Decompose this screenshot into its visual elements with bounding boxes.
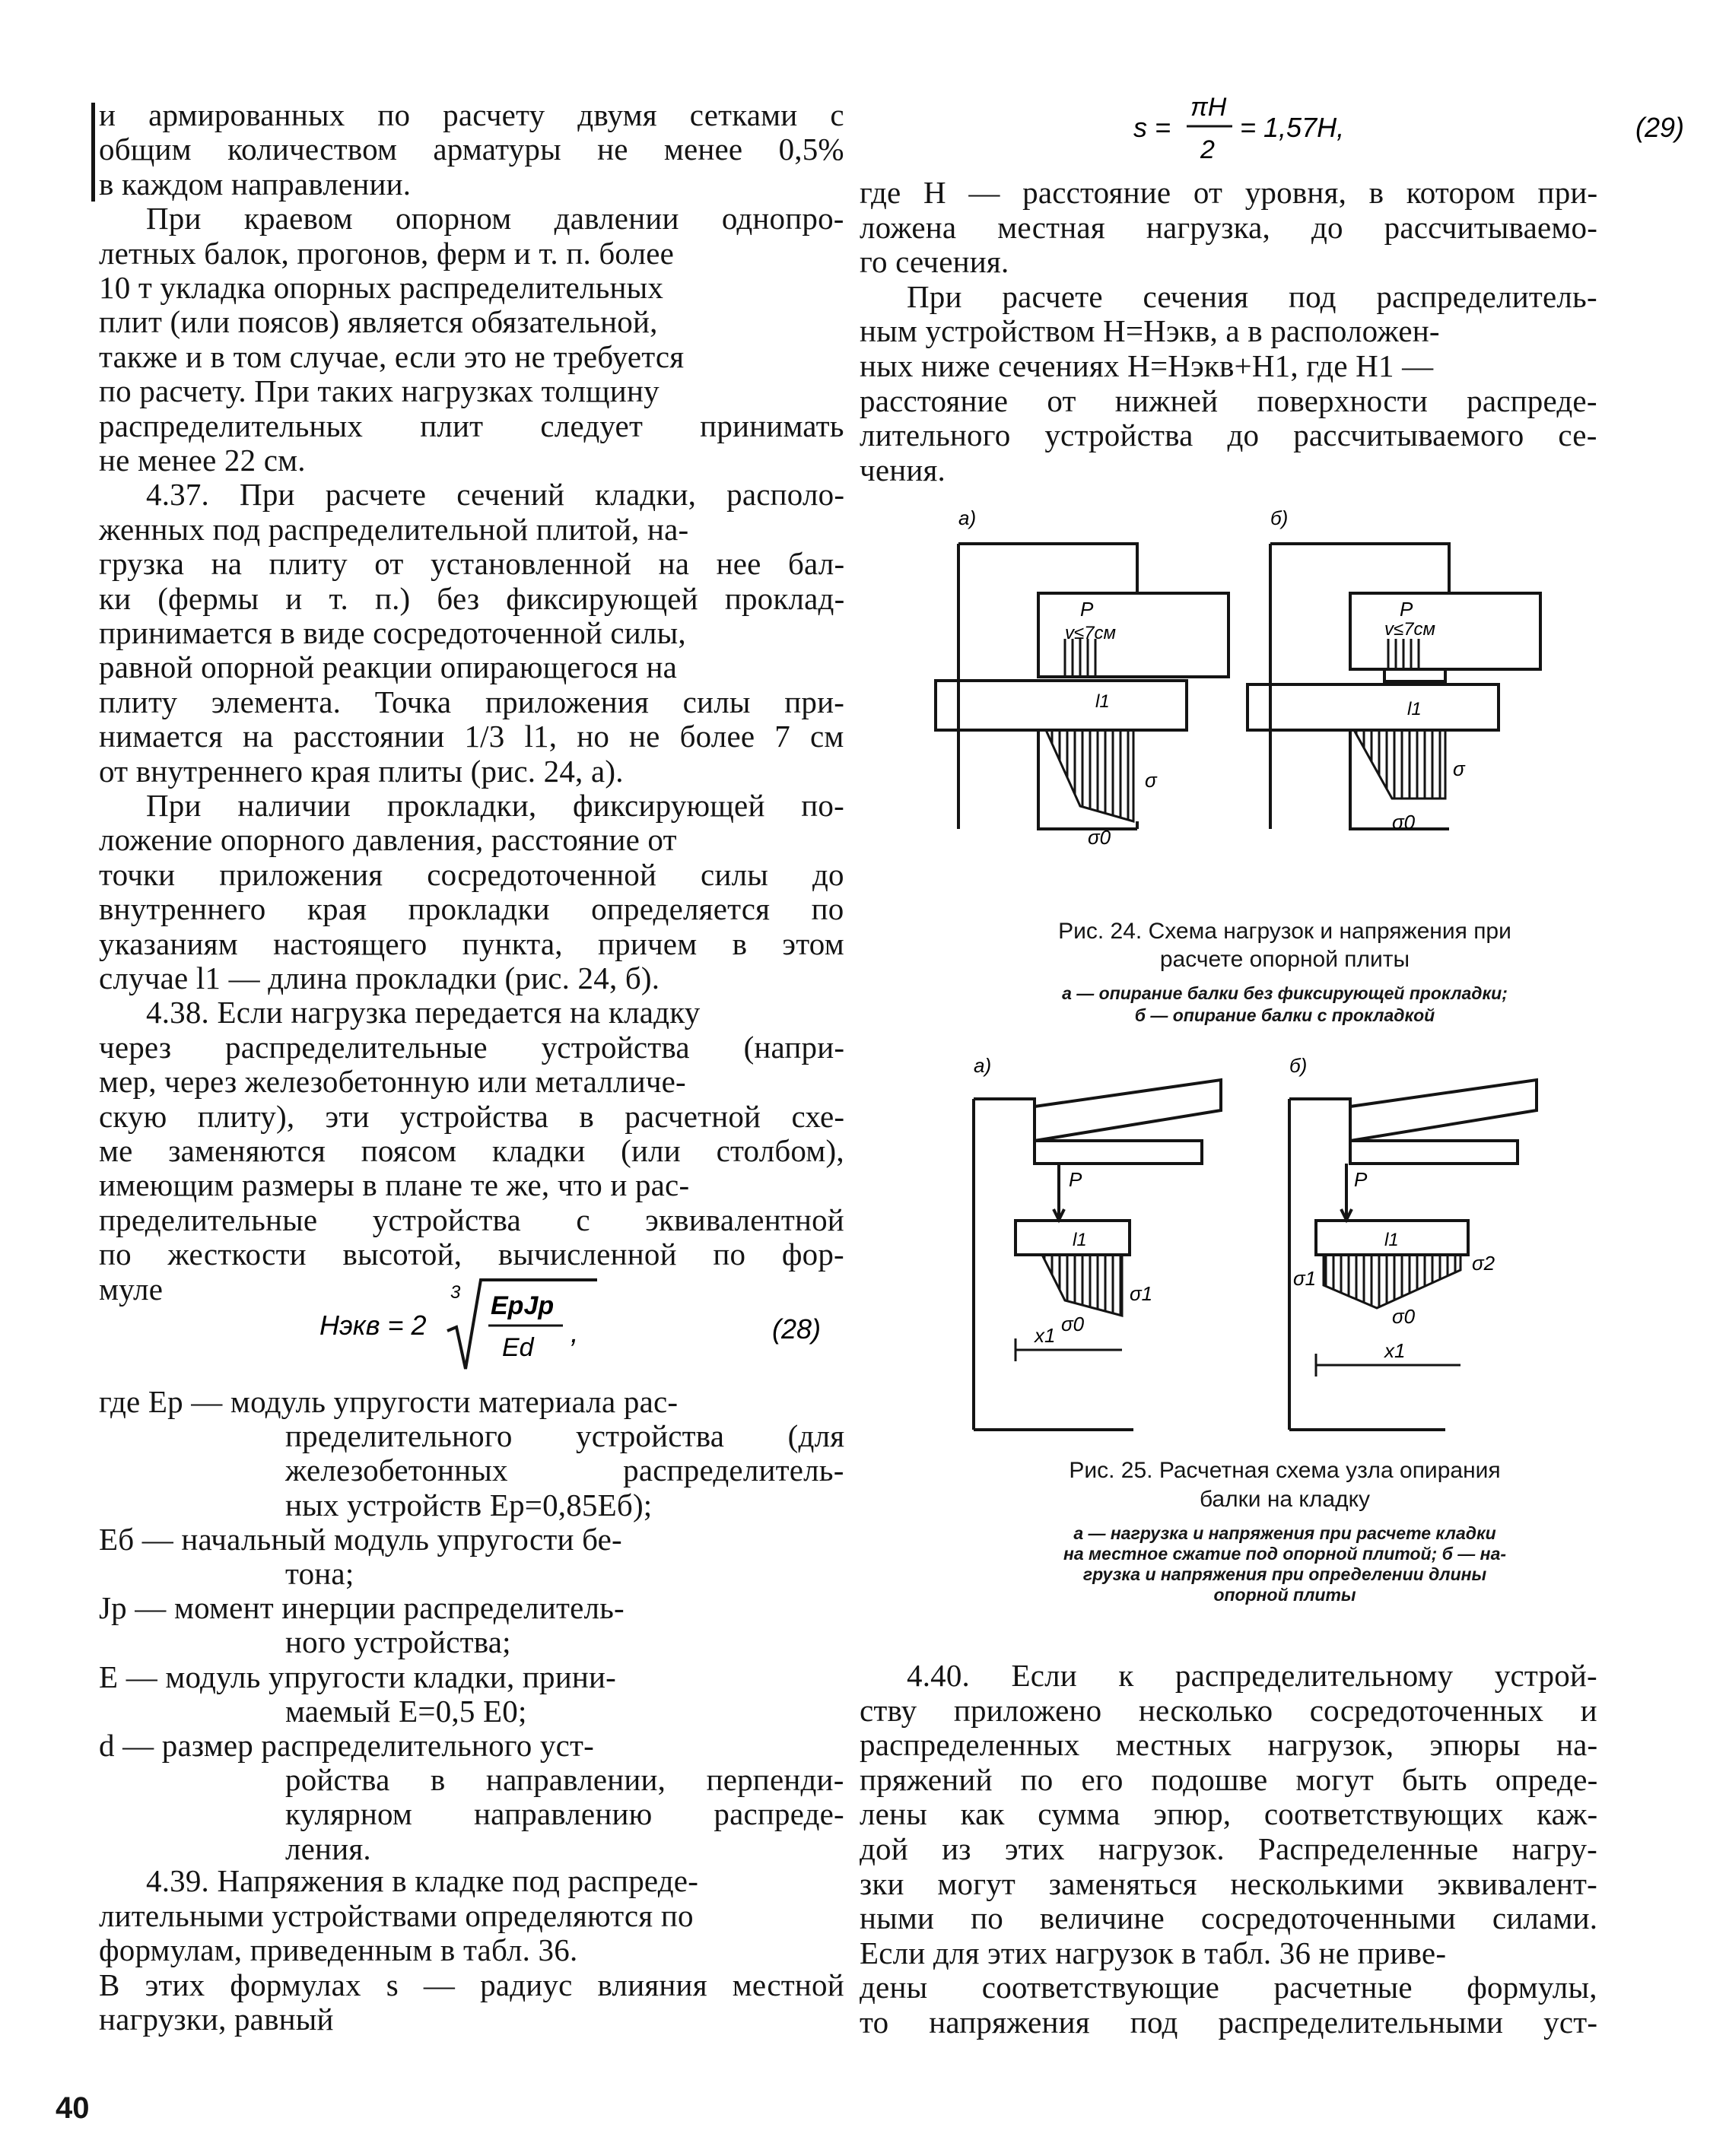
left-bottom-line: 4.39. Напряжения в кладке под распреде-: [146, 1863, 699, 1898]
fig24b-p: P: [1400, 598, 1413, 621]
left-lines-line: пределительные устройства с эквивалентной: [99, 1202, 844, 1237]
left-bottom-line: В этих формулах s — радиус влияния местной: [99, 1967, 844, 2002]
where-items-line: ного устройства;: [285, 1624, 511, 1660]
where-items-line: ления.: [285, 1831, 371, 1866]
right-top-line: При расчете сечения под распределитель-: [907, 278, 1597, 314]
fig25a-l1: l1: [1073, 1230, 1087, 1250]
right-bottom-line: 4.40. Если к распределительному устрой-: [907, 1658, 1597, 1693]
left-lines-line: скую плиту), эти устройства в расчетной схе-: [99, 1098, 845, 1134]
where-items-line: Jр — момент инерции распределитель-: [99, 1590, 625, 1626]
figure-25: [860, 1057, 1710, 1468]
left-lines-line: ме заменяются поясом кладки (или столбом),: [99, 1133, 844, 1168]
where-items-line: d — размер распределительного уст-: [99, 1728, 594, 1763]
fig25-caption-2: балки на кладку: [1199, 1487, 1371, 1512]
fig25b-sigma1: σ1: [1293, 1267, 1317, 1290]
left-lines-line: от внутреннего края плиты (рис. 24, а).: [99, 753, 624, 789]
left-bottom-line: формулам, приведенным в табл. 36.: [99, 1932, 578, 1968]
formula-29-svg: [1133, 91, 1710, 175]
right-top-line: где H — расстояние от уровня, в котором при-: [860, 175, 1598, 210]
fig25-caption-1: Рис. 25. Расчетная схема узла опирания: [1069, 1458, 1501, 1483]
right-bottom-line: ными по величине сосредоточенными силами.: [860, 1900, 1598, 1936]
fig25b-p: P: [1354, 1168, 1368, 1191]
figure-24: [860, 494, 1710, 920]
fig25b-beam-top: [1350, 1080, 1537, 1141]
where-items-line: тона;: [285, 1556, 354, 1591]
right-top-line: ложена местная нагрузка, до рассчитываемо-: [860, 209, 1598, 245]
left-lines-line: муле: [99, 1271, 164, 1307]
right-top-line: го сечения.: [860, 244, 1009, 280]
left-lines-line: распределительных плит следует принимать: [99, 408, 844, 443]
formula-28-lhs: Hэкв = 2: [319, 1310, 427, 1341]
left-lines-line: указаниям настоящего пункта, причем в этом: [99, 926, 844, 961]
fig25-sub-2: на местное сжатие под опорной плитой; б — на-: [1063, 1544, 1507, 1564]
fig24a-sigma0: σ0: [1088, 826, 1111, 849]
fig25b-sigma2: σ2: [1472, 1252, 1495, 1275]
left-lines-line: летных балок, прогонов, ферм и т. п. более: [99, 235, 675, 271]
left-lines-line: 4.37. При расчете сечений кладки, располо-: [146, 477, 845, 513]
fig24-sub-2: б — опирание балки с прокладкой: [1134, 1005, 1435, 1025]
left-lines-line: 10 т укладка опорных распределительных: [99, 270, 664, 305]
fig25b-l1: l1: [1384, 1230, 1399, 1250]
right-bottom-line: распределенных местных нагрузок, эпюры на-: [860, 1727, 1598, 1763]
left-lines-line: по жесткости высотой, вычисленной по фор-: [99, 1237, 844, 1272]
fig25a-beam-bottom: [1035, 1141, 1202, 1164]
fig24a-l1: l1: [1095, 691, 1110, 712]
where-items-line: железобетонных распределитель-: [285, 1453, 844, 1488]
left-lines-line: плит (или поясов) является обязательной,: [99, 304, 658, 340]
right-bottom-line: Если для этих нагрузок в табл. 36 не приве-: [860, 1935, 1447, 1970]
right-top-line: лительного устройства до рассчитываемого се-: [860, 418, 1597, 453]
left-lines-line: грузка на плиту от установленной на нее бал-: [99, 546, 845, 582]
formula-29-s: s =: [1133, 112, 1171, 143]
fig24a-plate: [936, 681, 1187, 730]
formula-29-number: (29): [1635, 112, 1685, 143]
fig25-label-b: б): [1289, 1057, 1308, 1077]
right-bottom-line: пряжений по его подошве могут быть опреде-: [860, 1761, 1598, 1797]
right-bottom-line: дой из этих нагрузок. Распределенные нагру-: [860, 1831, 1597, 1866]
left-lines-line: случае l1 — длина прокладки (рис. 24, б).: [99, 961, 660, 995]
left-lines-line: нимается на расстоянии 1/3 l1, но не более 7 см: [99, 719, 844, 754]
fig25a-p: P: [1069, 1168, 1082, 1191]
fig24a-epure: [1046, 730, 1133, 821]
right-top-line: чения.: [860, 452, 946, 487]
margin-bar: [91, 103, 95, 202]
left-lines-line: мер, через железобетонную или металличе-: [99, 1064, 686, 1100]
page-number: 40: [56, 2091, 90, 2125]
fig24b-l1: l1: [1407, 699, 1422, 719]
fig25b-epure: [1324, 1255, 1460, 1308]
fig25a-sigma1: σ1: [1130, 1282, 1153, 1305]
right-top-line: расстояние от нижней поверхности распреде-: [860, 383, 1597, 418]
formula-28-number: (28): [772, 1313, 822, 1345]
fig25-label-a: а): [974, 1057, 992, 1077]
fig25-sub-1: а — нагрузка и напряжения при расчете кладки: [1073, 1523, 1496, 1543]
left-lines-line: плиту элемента. Точка приложения силы при-: [99, 684, 845, 719]
fig25b-sigma0: σ0: [1392, 1305, 1416, 1328]
fig24a-v: v≤7см: [1065, 623, 1116, 643]
formula-29-rhs: = 1,57H,: [1240, 112, 1345, 143]
left-lines-line: принимается в виде сосредоточенной силы,: [99, 615, 686, 650]
fig24b-epure: [1354, 730, 1445, 799]
left-lines-line: ки (фермы и т. п.) без фиксирующей проклад-: [99, 580, 845, 616]
left-column: [0, 0, 844, 2156]
left-lines-line: также и в том случае, если это не требуется: [99, 338, 685, 374]
formula-28-numerator: EpJp: [491, 1291, 555, 1320]
fig24b-v: v≤7см: [1384, 619, 1435, 640]
right-bottom-line: зки могут заменяться несколькими эквивалент-: [860, 1865, 1597, 1901]
formula-29-den: 2: [1200, 135, 1215, 164]
fig24-sub-1: а — опирание балки без фиксирующей прокладки;: [1062, 983, 1508, 1003]
fig25a-beam-top: [1035, 1080, 1221, 1141]
fig25a-epure: [1042, 1255, 1122, 1316]
left-lines-line: 4.38. Если нагрузка передается на кладку: [146, 995, 701, 1030]
left-lines-line: При краевом опорном давлении однопро-: [146, 201, 844, 237]
where-items-line: Eб — начальный модуль упругости бе-: [99, 1521, 622, 1557]
where-items-line: E — модуль упругости кладки, прини-: [99, 1659, 617, 1694]
fig25b-beam-bottom: [1350, 1141, 1518, 1164]
where-items-line: кулярном направлению распреде-: [285, 1796, 844, 1832]
left-lines-line: равной опорной реакции опирающегося на: [99, 649, 677, 685]
left-lines-line: женных под распределительной плитой, на-: [99, 511, 689, 547]
left-lines-line: через распределительные устройства (напри-: [99, 1029, 845, 1065]
fig24b-sigma: σ: [1453, 757, 1465, 780]
left-lines-line: внутреннего края прокладки определяется по: [99, 891, 844, 927]
left-lines-line: При наличии прокладки, фиксирующей по-: [146, 788, 844, 823]
left-lines-line: и армированных по расчету двумя сетками с: [99, 97, 844, 132]
left-lines-line: по расчету. При таких нагрузках толщину: [99, 373, 660, 409]
formula-28-denominator: Ed: [502, 1333, 534, 1362]
left-lines-line: в каждом направлении.: [99, 166, 412, 202]
left-lines-line: не менее 22 см.: [99, 443, 306, 478]
right-top-line: ных ниже сечениях H=Hэкв+H1, где H1 —: [860, 348, 1434, 383]
left-bottom-line: лительными устройствами определяются по: [99, 1897, 694, 1933]
fig24-caption-1: Рис. 24. Схема нагрузок и напряжения при: [1058, 919, 1511, 944]
fig24-caption-2: расчете опорной плиты: [1159, 947, 1410, 972]
left-lines-line: ложение опорного давления, расстояние от: [99, 822, 677, 858]
left-bottom-line: нагрузки, равный: [99, 2002, 334, 2037]
right-bottom-line: то напряжения под распределительными уст-: [860, 2005, 1598, 2040]
fig25b-x1: x1: [1384, 1339, 1406, 1362]
where-items-line: маемый E=0,5 E0;: [285, 1693, 527, 1729]
where-items-line: где Eр — модуль упругости материала рас-: [99, 1384, 679, 1419]
left-lines-line: общим количеством арматуры не менее 0,5%: [99, 132, 844, 167]
fig24-label-b: б): [1270, 506, 1289, 529]
formula-28-comma: ,: [571, 1317, 579, 1349]
left-lines-line: имеющим размеры в плане те же, что и рас-: [99, 1167, 690, 1203]
where-items-line: пределительного устройства (для: [285, 1418, 845, 1454]
fig24b-sigma0: σ0: [1392, 811, 1416, 834]
fig24a-sigma: σ: [1145, 769, 1157, 792]
right-bottom-line: ству приложено несколько сосредоточенных и: [860, 1692, 1597, 1728]
right-column: [860, 0, 1710, 2156]
fig24-label-a: а): [958, 506, 977, 529]
formula-28-root-index: 3: [450, 1282, 461, 1303]
right-bottom-line: лены как сумма эпюр, соответствующих каж-: [860, 1796, 1598, 1832]
right-top-line: ным устройством H=Hэкв, а в расположен-: [860, 313, 1440, 349]
fig25a-x1: x1: [1035, 1324, 1056, 1347]
where-items-line: ных устройств Eр=0,85Eб);: [285, 1487, 653, 1523]
fig24b-pad: [1384, 669, 1445, 681]
formula-29-num: πH: [1190, 93, 1227, 122]
fig25a-sigma0: σ0: [1061, 1313, 1085, 1335]
right-bottom-line: дены соответствующие расчетные формулы,: [860, 1970, 1597, 2005]
fig25-sub-3: грузка и напряжения при определении длины: [1082, 1564, 1487, 1584]
where-items-line: ройства в направлении, перпенди-: [285, 1762, 844, 1798]
left-lines-line: точки приложения сосредоточенной силы до: [99, 856, 844, 892]
formula-28-svg: [319, 1266, 852, 1380]
fig24b-plate: [1248, 684, 1499, 730]
fig25-sub-4: опорной плиты: [1213, 1585, 1356, 1605]
fig24a-p: P: [1080, 598, 1094, 621]
fig24b-beam: [1350, 593, 1540, 669]
